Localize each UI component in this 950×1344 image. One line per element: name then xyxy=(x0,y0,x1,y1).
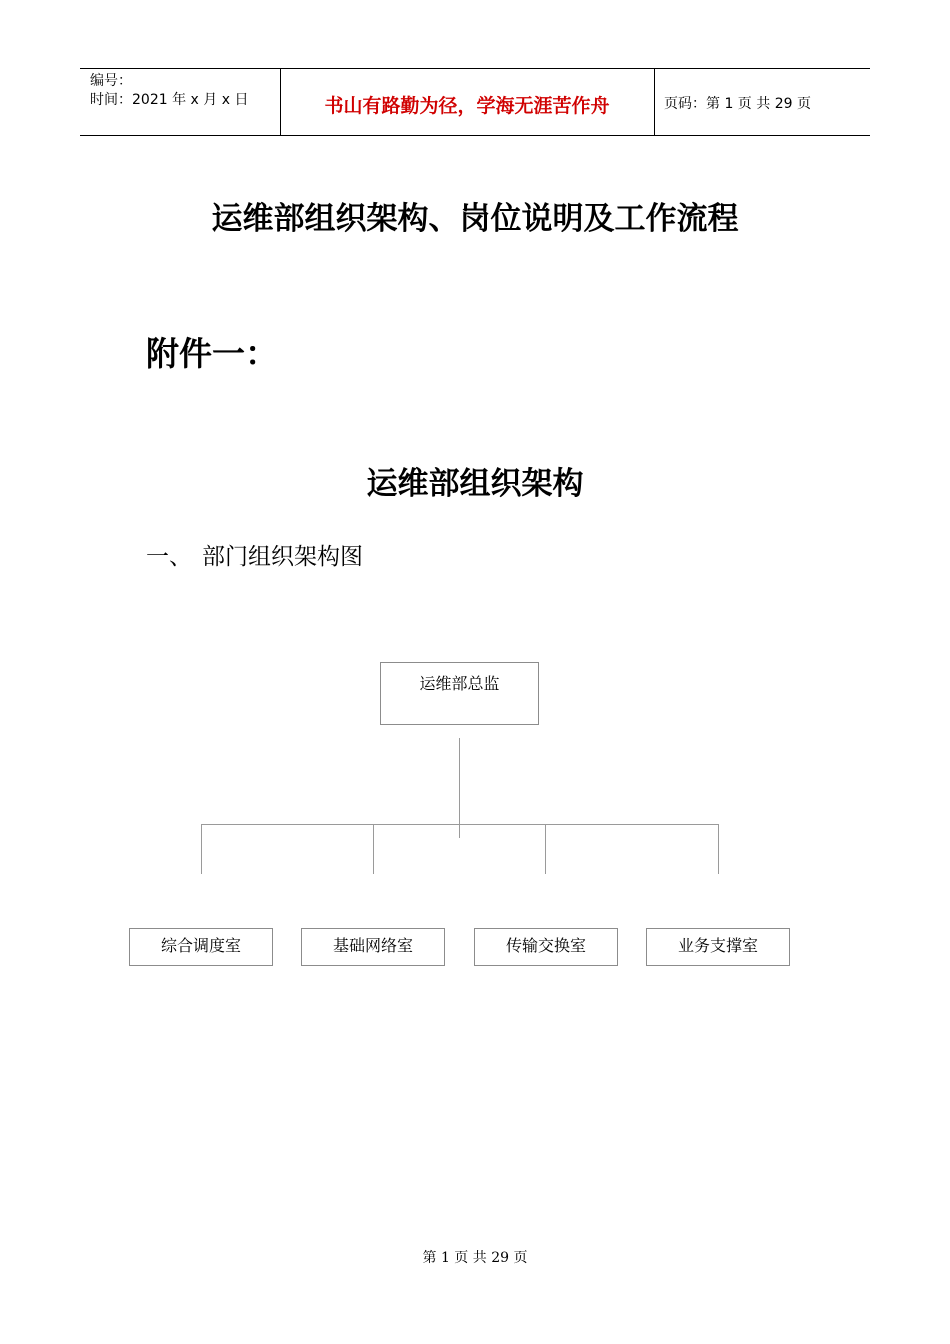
document-date: 时间：2021 年 x 月 x 日 xyxy=(90,92,249,108)
subsection-number: 一、 xyxy=(146,544,192,570)
header-motto: 书山有路勤为径，学海无涯苦作舟 xyxy=(324,95,610,117)
document-title: 运维部组织架构、岗位说明及工作流程 xyxy=(211,201,739,237)
org-node-network-office: 基础网络室 xyxy=(301,928,445,966)
document-number-label: 编号： xyxy=(90,73,132,89)
org-node-director: 运维部总监 xyxy=(380,662,539,725)
subsection-title: 部门组织架构图 xyxy=(202,544,363,570)
header-page-info: 页码：第 1 页 共 29 页 xyxy=(664,96,811,112)
org-node-dispatch-office: 综合调度室 xyxy=(129,928,273,966)
org-node-transmission-office: 传输交换室 xyxy=(474,928,618,966)
page-footer: 第 1 页 共 29 页 xyxy=(422,1250,528,1266)
org-node-support-office: 业务支撑室 xyxy=(646,928,790,966)
section-title: 运维部组织架构 xyxy=(366,466,584,502)
attachment-heading: 附件一： xyxy=(146,334,278,373)
